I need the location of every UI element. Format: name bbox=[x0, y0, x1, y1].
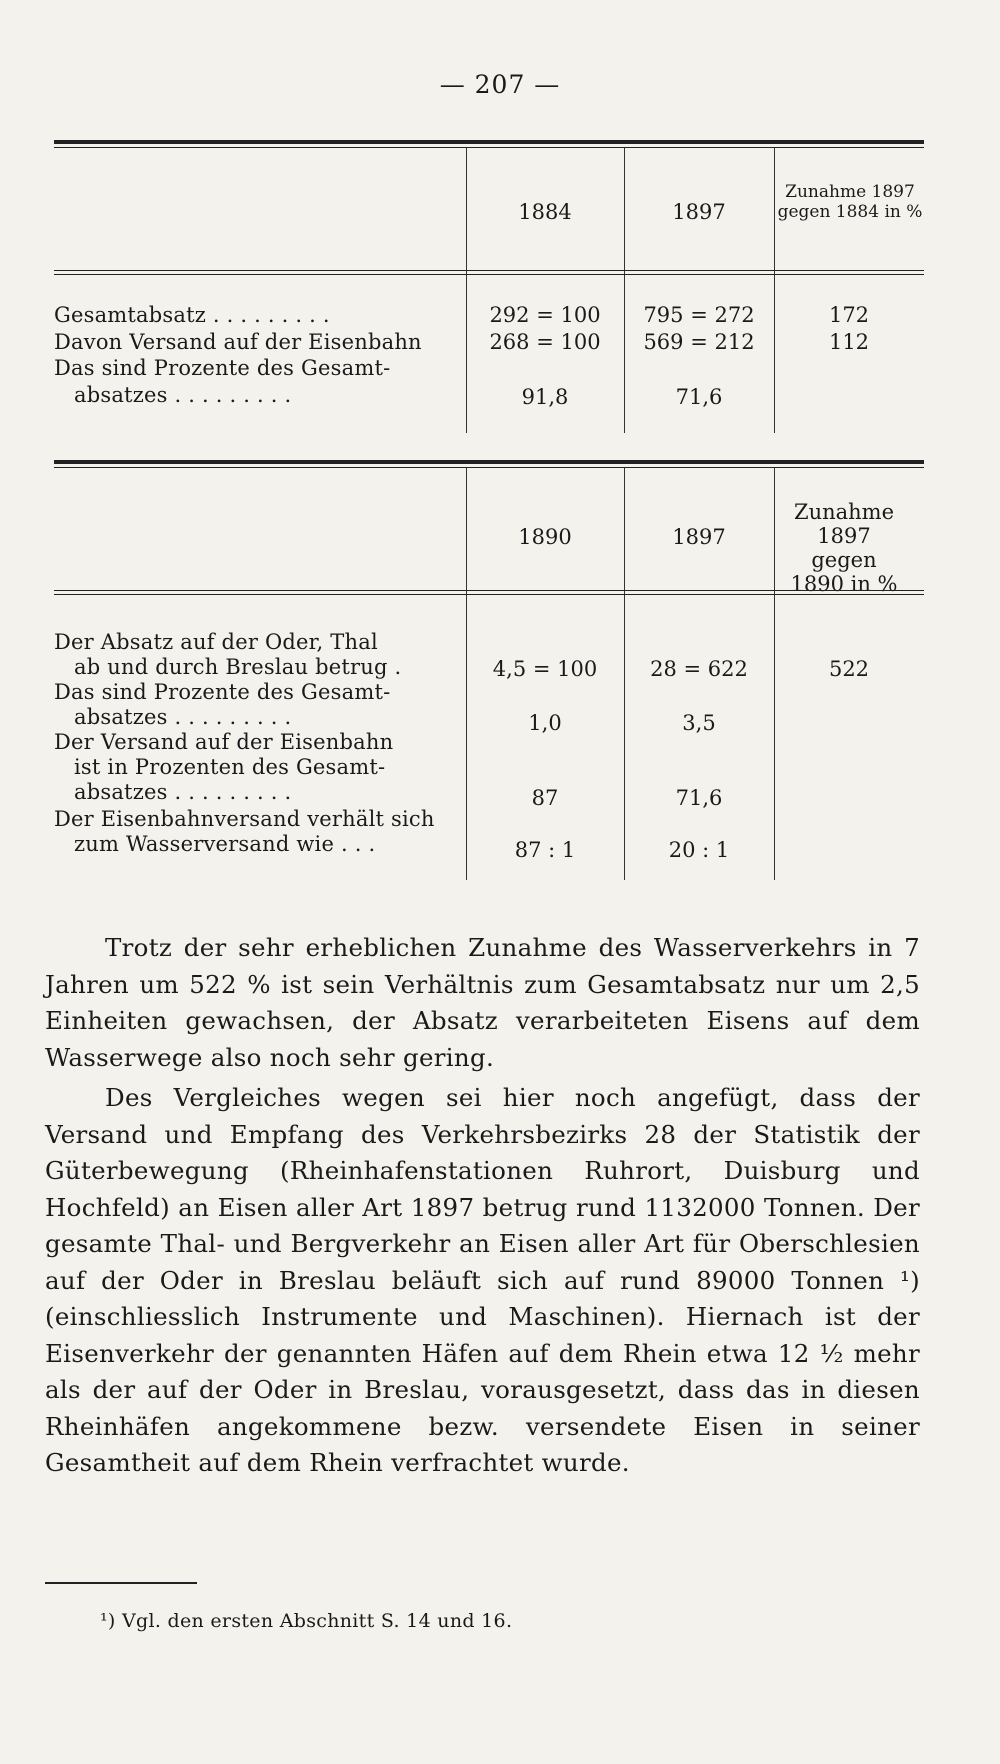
cell-value: 87 bbox=[531, 786, 559, 810]
cell-value: 20 : 1 bbox=[668, 838, 730, 862]
table-top-rule bbox=[54, 460, 924, 464]
header-rule bbox=[54, 590, 924, 595]
paragraph: Trotz der sehr erheblichen Zunahme des Wasserverkehrs in 7 Jahren um 522 % ist sein Verhältnis zum Gesamtabsatz nur um 2,5 Einheiten gewachsen, der Absatz verarbeiteten Eisens auf dem Wasserwege also noch sehr gering. bbox=[45, 933, 920, 1072]
table-1 bbox=[54, 140, 924, 440]
row-label: Davon Versand auf der Eisenbahn bbox=[54, 330, 422, 354]
row-label: zum Wasserversand wie . . . bbox=[74, 832, 376, 856]
row-label: Gesamtabsatz . . . . . . . . . bbox=[54, 303, 330, 327]
cell-value: 87 : 1 bbox=[514, 838, 576, 862]
column-header: 1890 bbox=[518, 525, 572, 549]
row-label: ab und durch Breslau betrug . bbox=[74, 655, 402, 679]
paragraph: Des Vergleiches wegen sei hier noch angefügt, dass der Versand und Empfang des Verkehrsbezirks 28 der Statistik der Güterbewegung (Rheinhafenstationen Ruhrort, Duisburg und Hochfeld) an Eisen aller Art 1897 betrug rund 1132000 Tonnen. Der gesamte Thal- und Bergverkehr an Eisen aller Art für Oberschlesien auf der Oder in Breslau beläuft sich auf rund 89000 Tonnen ¹) (einschliesslich Instrumente und Maschinen). Hiernach ist der Eisenverkehr der genannten Häfen auf dem Rhein etwa 12 ½ mehr als der auf der Oder in Breslau, vorausgesetzt, dass das in diesen Rheinhäfen angekommene bezw. versendete Eisen in seiner Gesamtheit auf dem Rhein verfrachtet wurde. bbox=[45, 1083, 920, 1477]
row-label: Der Eisenbahnversand verhält sich bbox=[54, 807, 435, 831]
row-label: absatzes . . . . . . . . . bbox=[74, 705, 292, 729]
cell-value: 112 bbox=[828, 330, 870, 354]
header-rule bbox=[54, 270, 924, 275]
body-text bbox=[45, 930, 920, 1482]
cell-value: 795 = 272 bbox=[643, 303, 755, 327]
row-label: Der Absatz auf der Oder, Thal bbox=[54, 630, 378, 654]
cell-value: 3,5 bbox=[682, 711, 716, 735]
cell-value: 28 = 622 bbox=[650, 657, 748, 681]
cell-value: 172 bbox=[828, 303, 870, 327]
footnote: ¹) Vgl. den ersten Abschnitt S. 14 und 16. bbox=[100, 1610, 513, 1632]
cell-value: 268 = 100 bbox=[489, 330, 601, 354]
footnote-rule bbox=[45, 1582, 197, 1584]
cell-value: 71,6 bbox=[675, 786, 723, 810]
column-header: Zunahme 1897 gegen 1890 in % bbox=[790, 500, 898, 596]
cell-value: 292 = 100 bbox=[489, 303, 601, 327]
row-label: ist in Prozenten des Gesamt- bbox=[74, 755, 386, 779]
row-label: Das sind Prozente des Gesamt- bbox=[54, 680, 391, 704]
cell-value: 4,5 = 100 bbox=[492, 657, 598, 681]
row-label: absatzes . . . . . . . . . bbox=[74, 383, 292, 407]
row-label: Der Versand auf der Eisenbahn bbox=[54, 730, 394, 754]
column-header: 1897 bbox=[672, 200, 726, 224]
cell-value: 522 bbox=[828, 657, 870, 681]
table-2 bbox=[54, 460, 924, 880]
cell-value: 569 = 212 bbox=[643, 330, 755, 354]
column-header: 1884 bbox=[518, 200, 572, 224]
page-number: — 207 — bbox=[439, 70, 561, 99]
column-header: 1897 bbox=[672, 525, 726, 549]
table-top-rule-thin bbox=[54, 467, 924, 468]
column-header: Zunahme 1897 gegen 1884 in % bbox=[777, 182, 923, 222]
cell-value: 1,0 bbox=[528, 711, 562, 735]
table-top-rule bbox=[54, 140, 924, 144]
column-divider bbox=[774, 148, 775, 433]
cell-value: 71,6 bbox=[675, 385, 723, 409]
table-top-rule-thin bbox=[54, 147, 924, 148]
row-label: absatzes . . . . . . . . . bbox=[74, 780, 292, 804]
cell-value: 91,8 bbox=[521, 385, 569, 409]
row-label: Das sind Prozente des Gesamt- bbox=[54, 356, 391, 380]
